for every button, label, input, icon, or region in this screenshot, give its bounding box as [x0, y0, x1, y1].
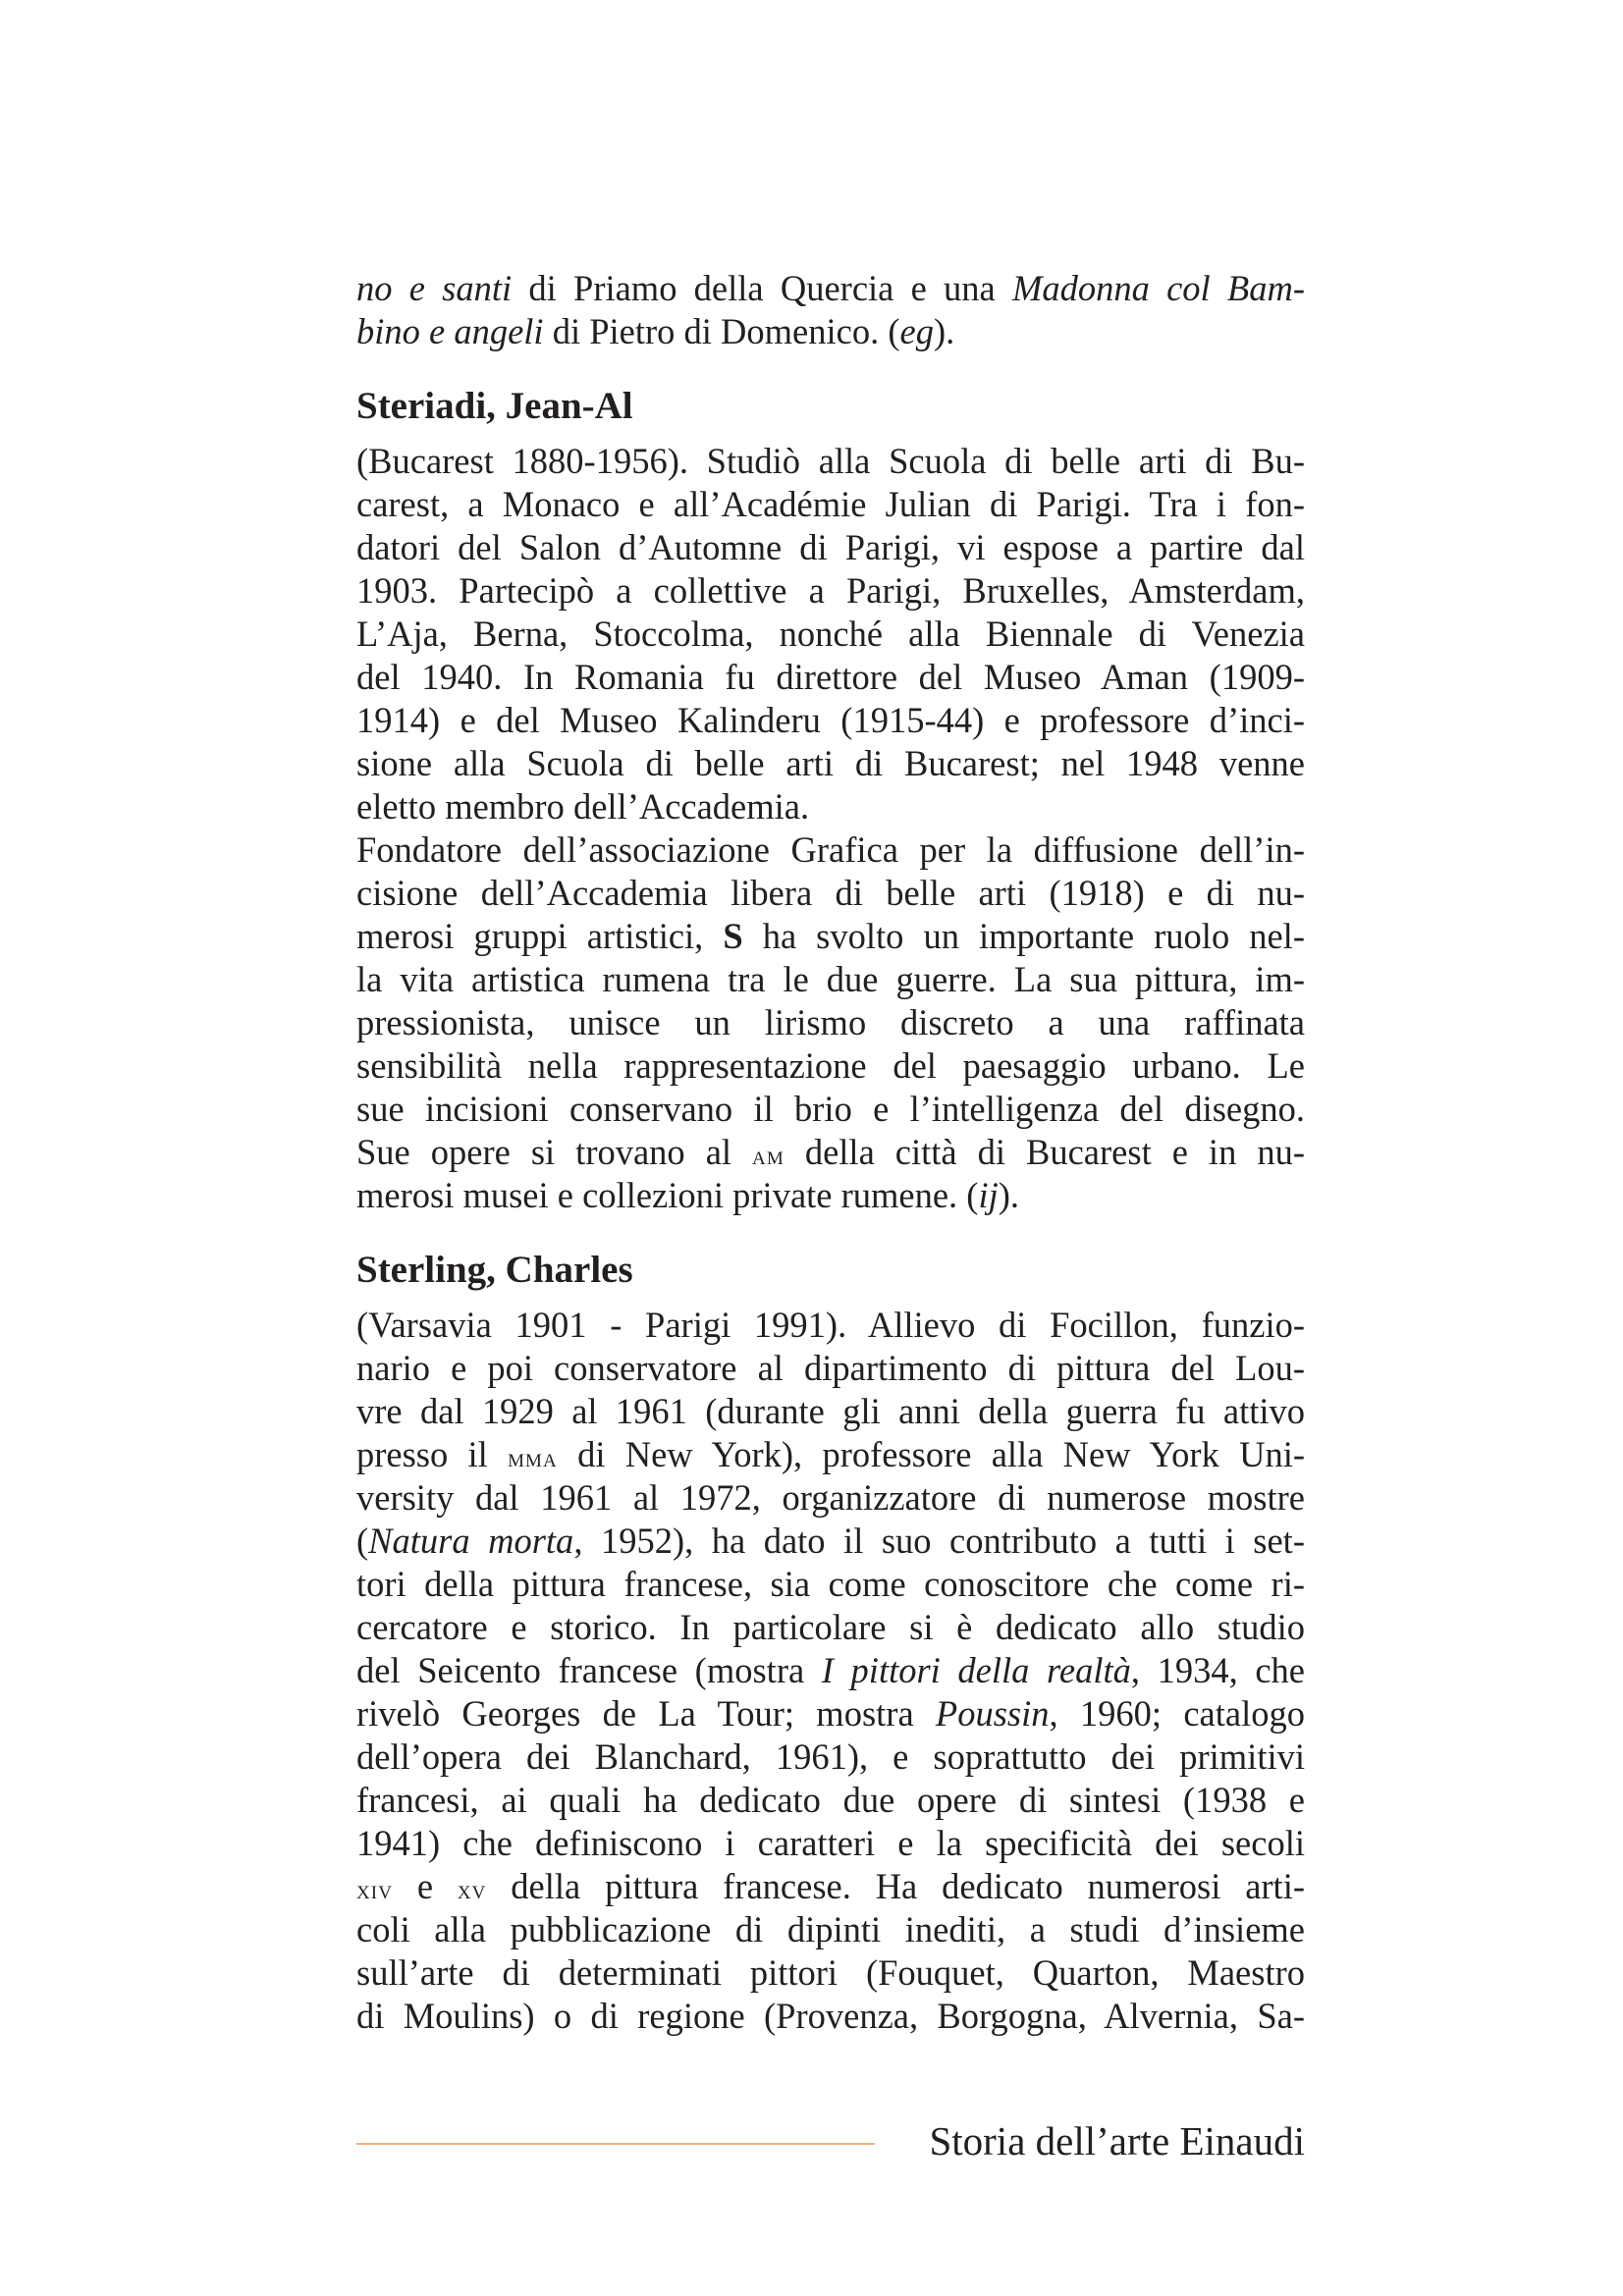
page-body — [356, 267, 1305, 2038]
sterling-line: sull’arte di determinati pittori (Fouquet, Quarton, Maestro — [356, 1952, 1305, 1993]
steriadi-line: eletto membro dell’Accademia. — [356, 786, 810, 827]
sterling-line: coli alla pubblicazione di dipinti inediti, a studi d’insieme — [356, 1909, 1305, 1949]
sterling-line: (Varsavia 1901 - Parigi 1991). Allievo di Focillon, funzio- — [356, 1305, 1305, 1345]
footer-title: Storia dell’arte Einaudi — [929, 2118, 1305, 2163]
steriadi-para2-line: sensibilità nella rappresentazione del paesaggio urbano. Le — [356, 1045, 1305, 1086]
steriadi-para2-line: la vita artistica rumena tra le due guerre. La sua pittura, im- — [356, 959, 1305, 999]
sterling-line: rivelò Georges de La Tour; mostra Poussin, 1960; catalogo — [356, 1693, 1305, 1734]
sterling-line: francesi, ai quali ha dedicato due opere di sintesi (1938 e — [356, 1780, 1305, 1820]
steriadi-line: carest, a Monaco e all’Académie Julian di Parigi. Tra i fon- — [356, 484, 1305, 524]
steriadi-line: L’Aja, Berna, Stoccolma, nonché alla Biennale di Venezia — [356, 614, 1305, 654]
footer-rule — [356, 2143, 875, 2145]
intro-line-2: bino e angeli di Pietro di Domenico. (eg). — [356, 311, 955, 351]
sterling-line: 1941) che definiscono i caratteri e la specificità dei secoli — [356, 1823, 1305, 1863]
sterling-line: versity dal 1961 al 1972, organizzatore di numerose mostre — [356, 1477, 1305, 1518]
steriadi-para2-line: merosi musei e collezioni private rumene. (ij). — [356, 1175, 1020, 1215]
sterling-line: cercatore e storico. In particolare si è dedicato allo studio — [356, 1607, 1305, 1647]
sterling-line: dell’opera dei Blanchard, 1961), e soprattutto dei primitivi — [356, 1736, 1305, 1777]
sterling-line: (Natura morta, 1952), ha dato il suo contributo a tutti i set- — [356, 1521, 1305, 1561]
page-footer — [356, 2112, 1305, 2171]
steriadi-para2-line: merosi gruppi artistici, S ha svolto un importante ruolo nel- — [356, 916, 1305, 956]
steriadi-para2-line: pressionista, unisce un lirismo discreto a una raffinata — [356, 1002, 1305, 1042]
entry-heading-steriadi: Steriadi, Jean-Al — [356, 385, 633, 427]
steriadi-para2-line: sue incisioni conservano il brio e l’intelligenza del disegno. — [356, 1089, 1305, 1129]
steriadi-line: sione alla Scuola di belle arti di Bucarest; nel 1948 venne — [356, 743, 1305, 783]
sterling-line: nario e poi conservatore al dipartimento di pittura del Lou- — [356, 1348, 1305, 1388]
steriadi-para2-line: Fondatore dell’associazione Grafica per la diffusione dell’in- — [356, 829, 1305, 870]
steriadi-para2-line: cisione dell’Accademia libera di belle arti (1918) e di nu- — [356, 873, 1305, 913]
steriadi-para2-line: Sue opere si trovano al am della città di Bucarest e in nu- — [356, 1132, 1305, 1172]
steriadi-line: del 1940. In Romania fu direttore del Museo Aman (1909- — [356, 657, 1305, 697]
sterling-line: tori della pittura francese, sia come conoscitore che come ri- — [356, 1564, 1305, 1604]
intro-line-1: no e santi di Priamo della Quercia e una Madonna col Bam- — [356, 268, 1305, 308]
sterling-line: presso il mma di New York), professore alla New York Uni- — [356, 1434, 1305, 1474]
steriadi-line: 1903. Partecipò a collettive a Parigi, Bruxelles, Amsterdam, — [356, 570, 1305, 611]
steriadi-line: datori del Salon d’Automne di Parigi, vi espose a partire dal — [356, 527, 1305, 567]
sterling-line: xiv e xv della pittura francese. Ha dedicato numerosi arti- — [356, 1866, 1305, 1906]
entry-heading-sterling: Sterling, Charles — [356, 1249, 633, 1291]
sterling-line: di Moulins) o di regione (Provenza, Borgogna, Alvernia, Sa- — [356, 1996, 1305, 2036]
steriadi-line: 1914) e del Museo Kalinderu (1915-44) e professore d’inci- — [356, 700, 1305, 740]
sterling-line: del Seicento francese (mostra I pittori della realtà, 1934, che — [356, 1650, 1305, 1690]
steriadi-line: (Bucarest 1880-1956). Studiò alla Scuola di belle arti di Bu- — [356, 441, 1305, 481]
sterling-line: vre dal 1929 al 1961 (durante gli anni della guerra fu attivo — [356, 1391, 1305, 1431]
